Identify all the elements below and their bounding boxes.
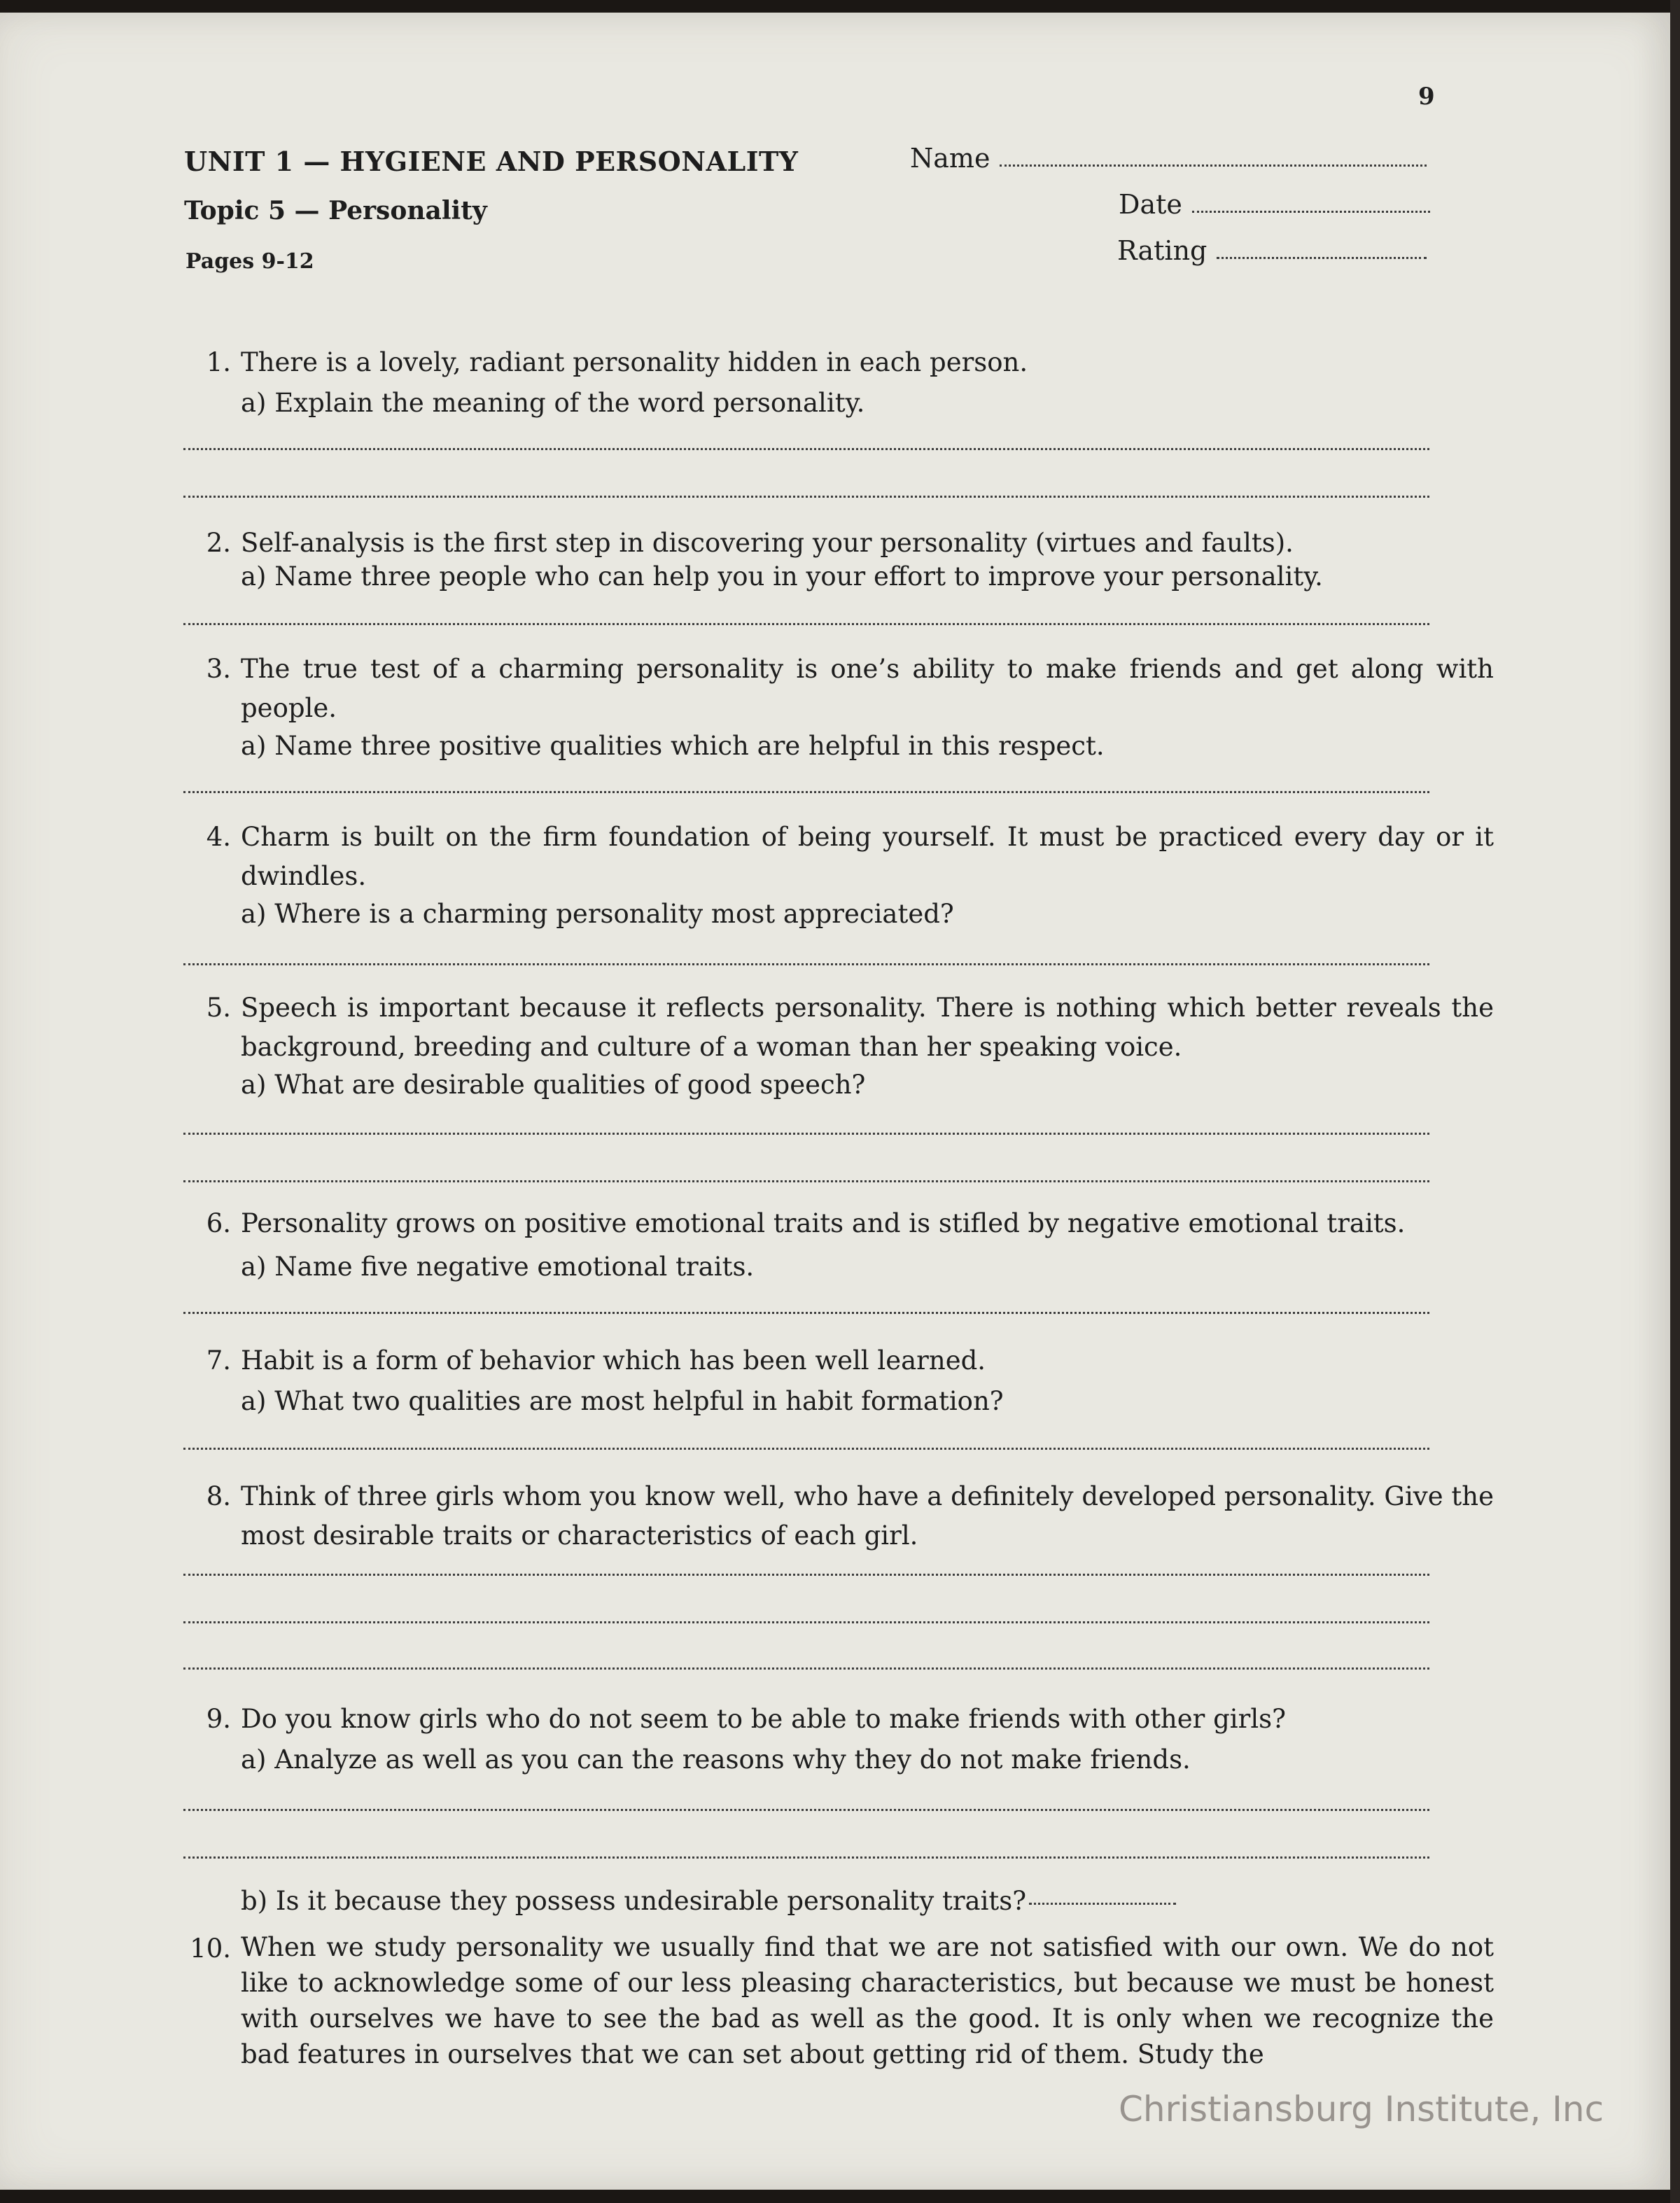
question-number: 5. [206,993,231,1023]
pages-label: Pages 9-12 [186,249,314,274]
page-number: 9 [1418,83,1435,111]
worksheet-page [0,13,1670,2190]
date-field[interactable] [1119,189,1430,220]
name-field[interactable] [910,143,1427,174]
question-sub-a: a) Name three people who can help you in your effort to improve your personality. [241,561,1323,592]
question-number: 9. [206,1704,231,1734]
question-sub-a: a) Name five negative emotional traits. [241,1252,755,1282]
question-text: When we study personality we usually find that we are not satisfied with our own. We do not like to acknowledge some of our less pleasing characteristics, but because we must be honest with ourselves we have to see the bad as well as the good. It is only when we recognize the bad features in ourselves that we can set about getting rid of them. Study the [241,1932,1494,2069]
date-line[interactable] [1192,210,1430,213]
question-number: 3. [206,654,231,684]
date-label: Date [1119,189,1182,220]
answer-line-inline[interactable] [1029,1902,1176,1905]
rating-field[interactable] [1117,235,1427,266]
question-sub-a: a) What two qualities are most helpful in habit formation? [241,1386,1004,1416]
answer-line[interactable] [183,1621,1429,1623]
answer-line[interactable] [183,963,1429,965]
question-text: Personality grows on positive emotional traits and is stifled by negative emotional traits. [241,1208,1406,1238]
answer-line[interactable] [183,791,1429,793]
question-text: Think of three girls whom you know well, who have a definitely developed personality. Give the most desirable traits or characteristics of each girl. [241,1481,1494,1551]
question-text: Speech is important because it reflects personality. There is nothing which better reveals the background, breeding and culture of a woman than her speaking voice. [241,993,1494,1062]
question-number: 4. [206,822,231,852]
answer-line[interactable] [183,1133,1429,1135]
question-text: Charm is built on the firm foundation of being yourself. It must be practiced every day or it dwindles. [241,822,1494,891]
watermark: Christiansburg Institute, Inc [1119,2089,1604,2129]
question-sub-a: a) Name three positive qualities which are helpful in this respect. [241,731,1105,761]
rating-line[interactable] [1217,256,1427,259]
question-sub-a: a) What are desirable qualities of good speech? [241,1070,866,1100]
question-number: 1. [206,347,231,377]
rating-label: Rating [1117,235,1208,266]
question-sub-b-text: b) Is it because they possess undesirable personality traits? [241,1886,1027,1916]
question-sub-b [241,1886,1176,1916]
question-text: The true test of a charming personality is one’s ability to make friends and get along with people. [241,654,1494,723]
page-edge [1670,0,1680,2203]
question-sub-a: a) Where is a charming personality most appreciated? [241,899,954,929]
name-label: Name [910,143,990,174]
question-sub-a: a) Analyze as well as you can the reasons why they do not make friends. [241,1744,1191,1775]
answer-line[interactable] [183,623,1429,625]
question-number: 6. [206,1208,231,1238]
answer-line[interactable] [183,496,1429,498]
question-number: 10. [190,1933,231,1964]
question-sub-a: a) Explain the meaning of the word personality. [241,388,865,418]
name-line[interactable] [1000,164,1427,167]
question-number: 2. [206,528,231,558]
answer-line[interactable] [183,1312,1429,1314]
question-number: 8. [206,1481,231,1511]
answer-line[interactable] [183,448,1429,450]
answer-line[interactable] [183,1667,1429,1670]
question-text: Habit is a form of behavior which has been well learned. [241,1345,986,1376]
answer-line[interactable] [183,1809,1429,1811]
answer-line[interactable] [183,1856,1429,1859]
topic-title: Topic 5 — Personality [184,196,487,225]
question-number: 7. [206,1345,231,1376]
answer-line[interactable] [183,1180,1429,1182]
answer-line[interactable] [183,1574,1429,1576]
answer-line[interactable] [183,1448,1429,1450]
question-text: Do you know girls who do not seem to be able to make friends with other girls? [241,1704,1286,1734]
question-text: There is a lovely, radiant personality hidden in each person. [241,347,1028,377]
question-text: Self-analysis is the first step in discovering your personality (virtues and faults). [241,528,1294,558]
unit-title: UNIT 1 — HYGIENE AND PERSONALITY [184,146,799,177]
